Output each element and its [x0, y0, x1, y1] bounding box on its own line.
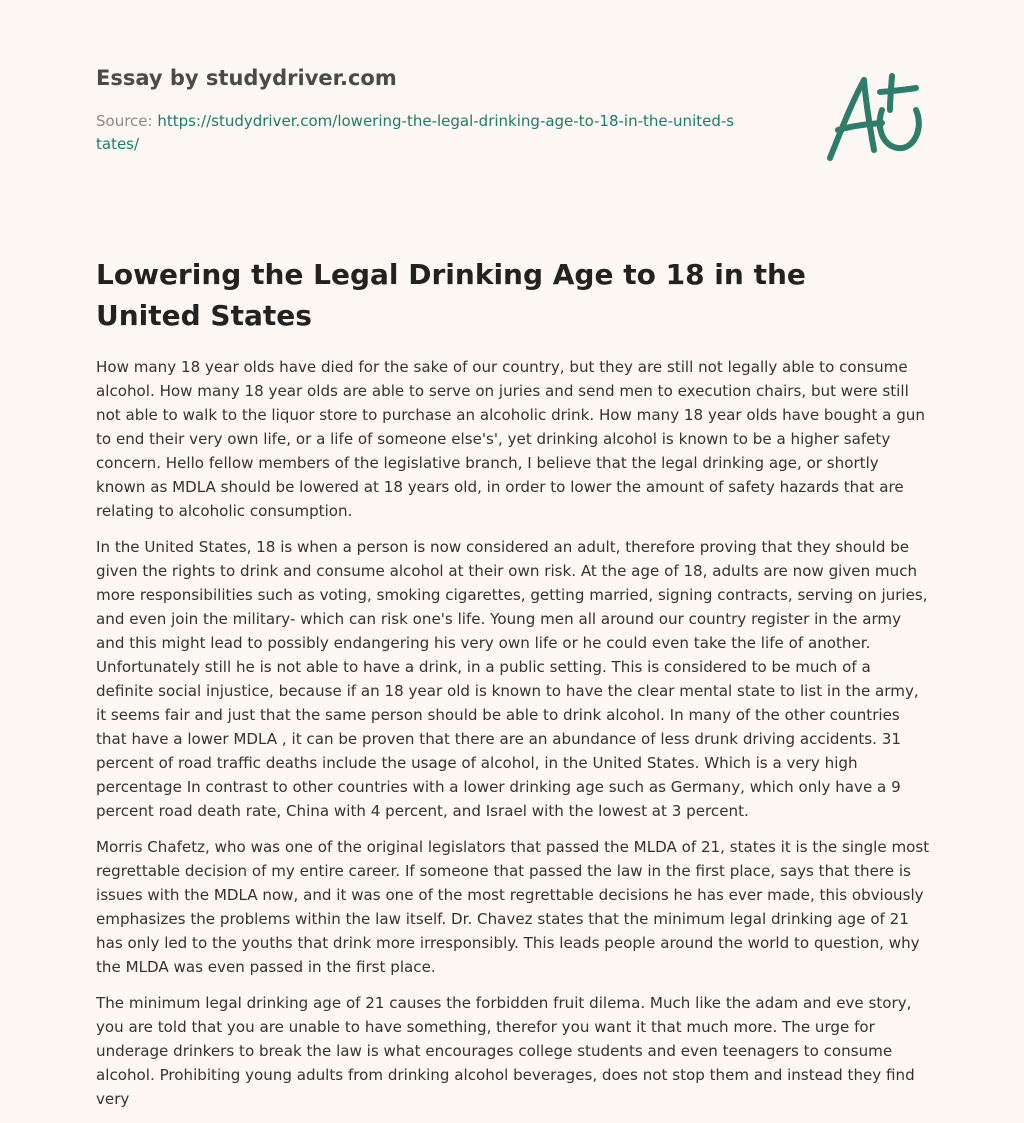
- a-plus-logo-icon: [820, 66, 928, 166]
- essay-paragraph: In the United States, 18 is when a person is now considered an adult, therefore proving that they should be given the rights to drink and consume alcohol at their own risk. At the age of 18, adults are now given much more responsibilities such as voting, smoking cigarettes, getting married, signing contracts, serving on juries, and even join the military- which can risk one's life. Young men all around our country register in the army and this might lead to possibly endangering his very own life or he could even take the life of another. Unfortunately still he is not able to have a drink, in a public setting. This is considered to be much of a definite social injustice, because if an 18 year old is known to have the clear mental state to list in the army, it seems fair and just that the same person should be able to drink alcohol. In many of the other countries that have a lower MDLA , it can be proven that there are an abundance of less drunk driving accidents. 31 percent of road traffic deaths include the usage of alcohol, in the United States. Which is a very high percentage In contrast to other countries with a lower drinking age such as Germany, which only have a 9 percent road death rate, China with 4 percent, and Israel with the lowest at 3 percent.: [96, 538, 928, 820]
- site-brand: Essay by studydriver.com: [96, 66, 397, 90]
- essay-paragraph: The minimum legal drinking age of 21 causes the forbidden fruit dilema. Much like the adam and eve story, you are told that you are unable to have something, therefor you want it that much more. The urge for underage drinkers to break the law is what encourages college students and even teenagers to consume alcohol. Prohibiting young adults from drinking alcohol beverages, does not stop them and instead they find very: [96, 994, 915, 1108]
- essay-body: [96, 355, 932, 1123]
- page-header: [96, 64, 736, 156]
- source-label: Source:: [96, 112, 153, 130]
- essay-paragraph: How many 18 year olds have died for the sake of our country, but they are still not legally able to consume alcohol. How many 18 year olds are able to serve on juries and send men to execution chairs, but were still not able to walk to the liquor store to purchase an alcoholic drink. How many 18 year olds have bought a gun to end their very own life, or a life of someone else's', yet drinking alcohol is known to be a higher safety concern. Hello fellow members of the legislative branch, I believe that the legal drinking age, or shortly known as MDLA should be lowered at 18 years old, in order to lower the amount of safety hazards that are relating to alcoholic consumption.: [96, 358, 925, 520]
- essay-paragraph: Morris Chafetz, who was one of the original legislators that passed the MLDA of 21, states it is the single most regrettable decision of my entire career. If someone that passed the law in the first place, says that there is issues with the MDLA now, and it was one of the most regrettable decisions he has ever made, this obviously emphasizes the problems within the law itself. Dr. Chavez states that the minimum legal drinking age of 21 has only led to the youths that drink more irresponsibly. This leads people around the world to question, why the MLDA was even passed in the first place.: [96, 838, 930, 976]
- source-line: [96, 110, 736, 156]
- source-link[interactable]: https://studydriver.com/lowering-the-legal-drinking-age-to-18-in-the-united-states/: [96, 112, 735, 153]
- essay-title: Lowering the Legal Drinking Age to 18 in the United States: [96, 258, 806, 332]
